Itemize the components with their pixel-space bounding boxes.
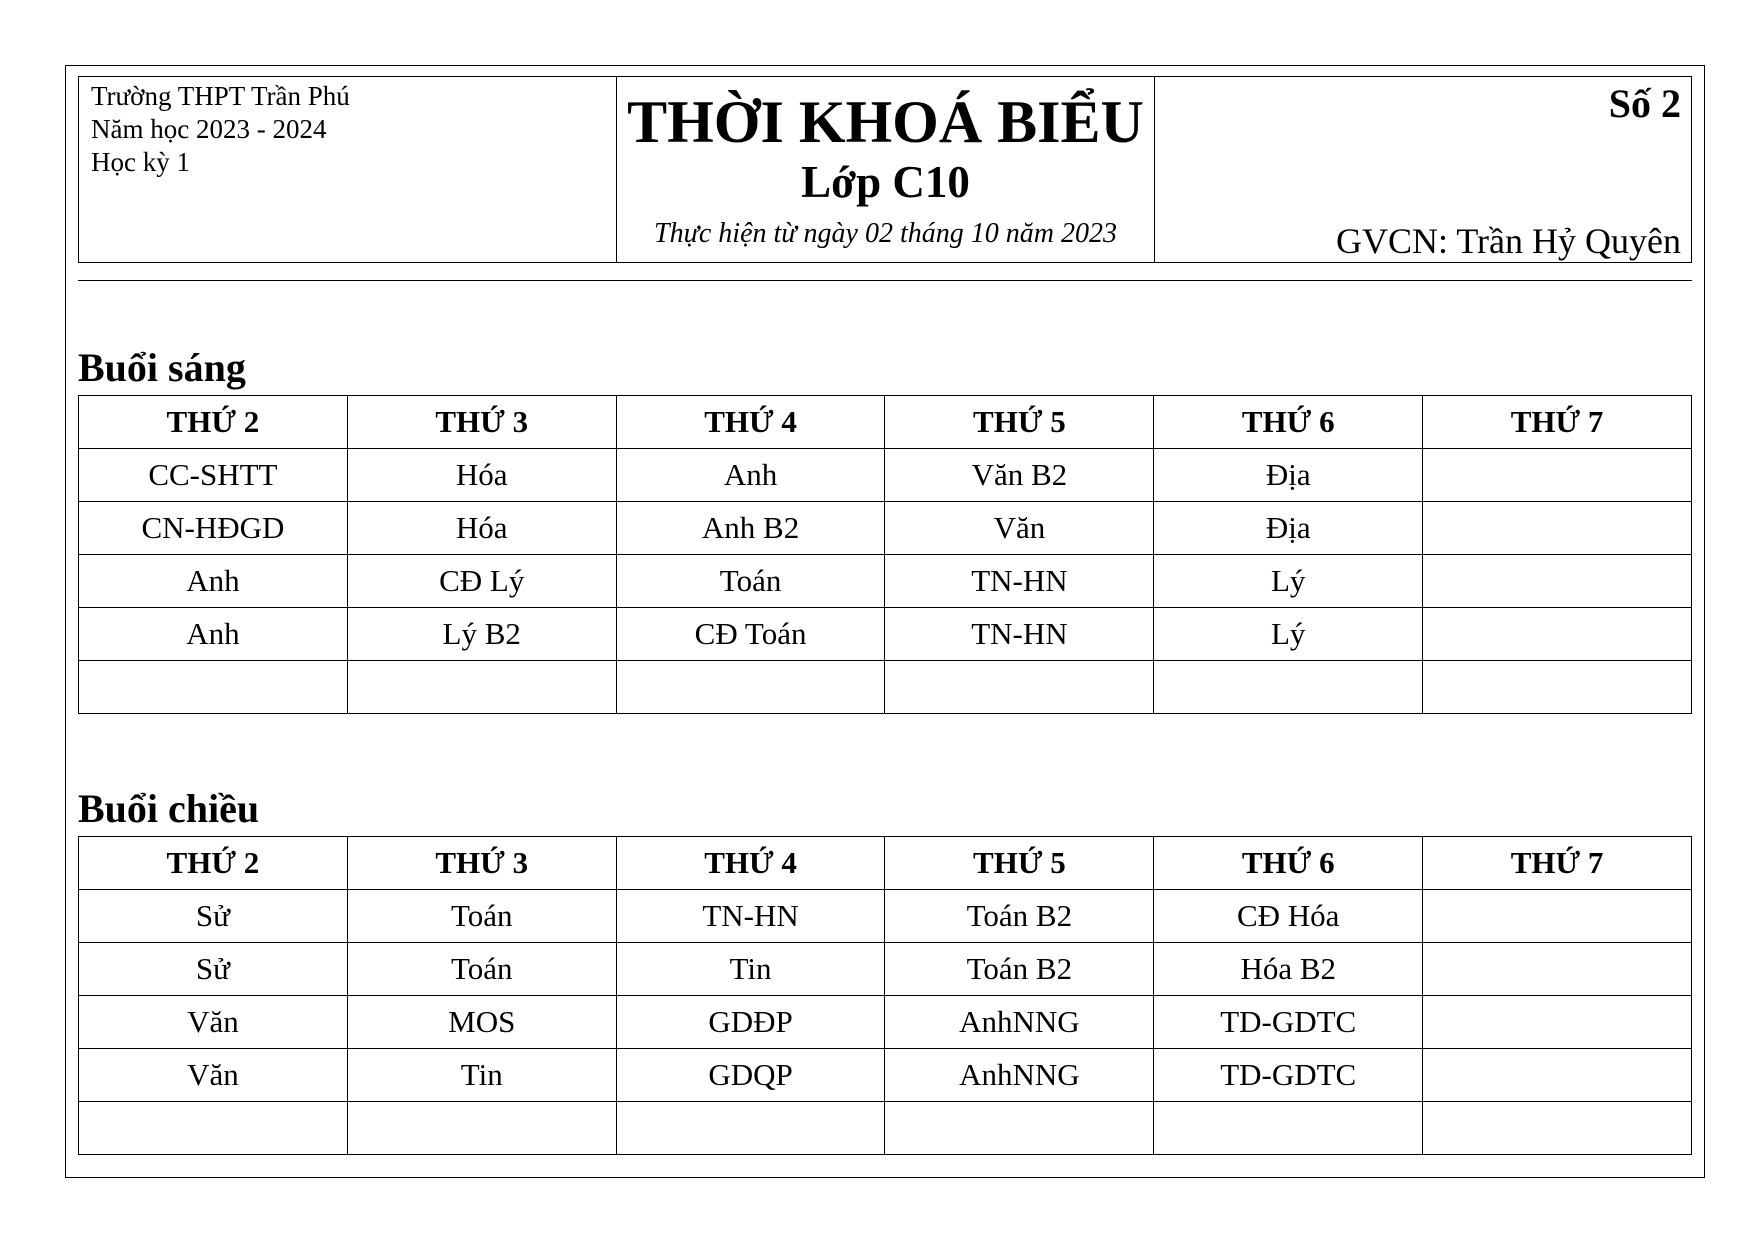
table-header-row	[79, 837, 1692, 890]
subject-cell: CĐ Hóa	[1154, 890, 1423, 943]
subject-cell: Hóa	[347, 449, 616, 502]
page-title: THỜI KHOÁ BIỂU	[627, 89, 1144, 155]
subject-cell	[1423, 996, 1692, 1049]
subject-cell: GDĐP	[616, 996, 885, 1049]
subject-cell	[1423, 1102, 1692, 1155]
subject-cell: Anh	[616, 449, 885, 502]
subject-cell	[885, 661, 1154, 714]
subject-cell	[1423, 943, 1692, 996]
subject-cell	[1154, 1102, 1423, 1155]
document-header	[78, 76, 1692, 263]
subject-cell	[79, 1102, 348, 1155]
table-row	[79, 661, 1692, 714]
subject-cell: TD-GDTC	[1154, 996, 1423, 1049]
semester: Học kỳ 1	[91, 147, 190, 177]
subject-cell	[1423, 449, 1692, 502]
morning-session-title: Buổi sáng	[78, 345, 246, 390]
subject-cell	[1423, 661, 1692, 714]
table-row	[79, 1049, 1692, 1102]
subject-cell: Địa	[1154, 449, 1423, 502]
subject-cell: Hóa	[347, 502, 616, 555]
day-header: THỨ 6	[1154, 837, 1423, 890]
subject-cell: CC-SHTT	[79, 449, 348, 502]
subject-cell	[1154, 661, 1423, 714]
table-row	[79, 1102, 1692, 1155]
subject-cell: Sử	[79, 943, 348, 996]
document-meta	[1155, 77, 1691, 262]
subject-cell	[885, 1102, 1154, 1155]
table-row	[79, 943, 1692, 996]
school-info	[79, 77, 617, 262]
table-row	[79, 502, 1692, 555]
subject-cell: Địa	[1154, 502, 1423, 555]
document-number: Số 2	[1608, 81, 1681, 126]
subject-cell: Tin	[616, 943, 885, 996]
subject-cell: Toán	[616, 555, 885, 608]
subject-cell: Văn	[79, 996, 348, 1049]
table-row	[79, 608, 1692, 661]
header-divider	[78, 280, 1692, 281]
day-header: THỨ 3	[347, 837, 616, 890]
day-header: THỨ 5	[885, 396, 1154, 449]
subject-cell: Anh B2	[616, 502, 885, 555]
subject-cell: AnhNNG	[885, 996, 1154, 1049]
subject-cell: CĐ Lý	[347, 555, 616, 608]
afternoon-session-title: Buổi chiều	[78, 786, 260, 831]
day-header: THỨ 4	[616, 837, 885, 890]
subject-cell	[616, 661, 885, 714]
subject-cell: AnhNNG	[885, 1049, 1154, 1102]
day-header: THỨ 6	[1154, 396, 1423, 449]
effective-date: Thực hiện từ ngày 02 tháng 10 năm 2023	[654, 218, 1117, 249]
table-row	[79, 449, 1692, 502]
subject-cell	[347, 661, 616, 714]
subject-cell: CĐ Toán	[616, 608, 885, 661]
subject-cell: Toán	[347, 890, 616, 943]
subject-cell: MOS	[347, 996, 616, 1049]
morning-schedule-table	[78, 395, 1692, 714]
subject-cell: TD-GDTC	[1154, 1049, 1423, 1102]
subject-cell: TN-HN	[616, 890, 885, 943]
subject-cell: Toán B2	[885, 943, 1154, 996]
table-row	[79, 996, 1692, 1049]
subject-cell: Toán B2	[885, 890, 1154, 943]
table-row	[79, 890, 1692, 943]
subject-cell	[347, 1102, 616, 1155]
subject-cell: Anh	[79, 555, 348, 608]
subject-cell: Lý	[1154, 608, 1423, 661]
school-name: Trường THPT Trần Phú	[91, 81, 350, 111]
day-header: THỨ 5	[885, 837, 1154, 890]
subject-cell	[1423, 502, 1692, 555]
table-header-row	[79, 396, 1692, 449]
subject-cell: Văn B2	[885, 449, 1154, 502]
homeroom-teacher: GVCN: Trần Hỷ Quyên	[1335, 221, 1681, 261]
subject-cell	[79, 661, 348, 714]
subject-cell	[1423, 555, 1692, 608]
subject-cell: Hóa B2	[1154, 943, 1423, 996]
subject-cell: Sử	[79, 890, 348, 943]
subject-cell: Toán	[347, 943, 616, 996]
subject-cell	[1423, 608, 1692, 661]
subject-cell: Văn	[79, 1049, 348, 1102]
table-row	[79, 555, 1692, 608]
day-header: THỨ 4	[616, 396, 885, 449]
subject-cell: CN-HĐGD	[79, 502, 348, 555]
subject-cell: Lý B2	[347, 608, 616, 661]
subject-cell: TN-HN	[885, 608, 1154, 661]
day-header: THỨ 2	[79, 396, 348, 449]
school-year: Năm học 2023 - 2024	[91, 114, 327, 144]
afternoon-schedule-table	[78, 836, 1692, 1155]
day-header: THỨ 3	[347, 396, 616, 449]
subject-cell: Anh	[79, 608, 348, 661]
subject-cell	[1423, 890, 1692, 943]
subject-cell: Tin	[347, 1049, 616, 1102]
subject-cell: Văn	[885, 502, 1154, 555]
day-header: THỨ 7	[1423, 396, 1692, 449]
title-block	[617, 77, 1155, 262]
class-name: Lớp C10	[801, 157, 970, 207]
subject-cell	[1423, 1049, 1692, 1102]
subject-cell: TN-HN	[885, 555, 1154, 608]
subject-cell: Lý	[1154, 555, 1423, 608]
subject-cell: GDQP	[616, 1049, 885, 1102]
day-header: THỨ 7	[1423, 837, 1692, 890]
day-header: THỨ 2	[79, 837, 348, 890]
subject-cell	[616, 1102, 885, 1155]
